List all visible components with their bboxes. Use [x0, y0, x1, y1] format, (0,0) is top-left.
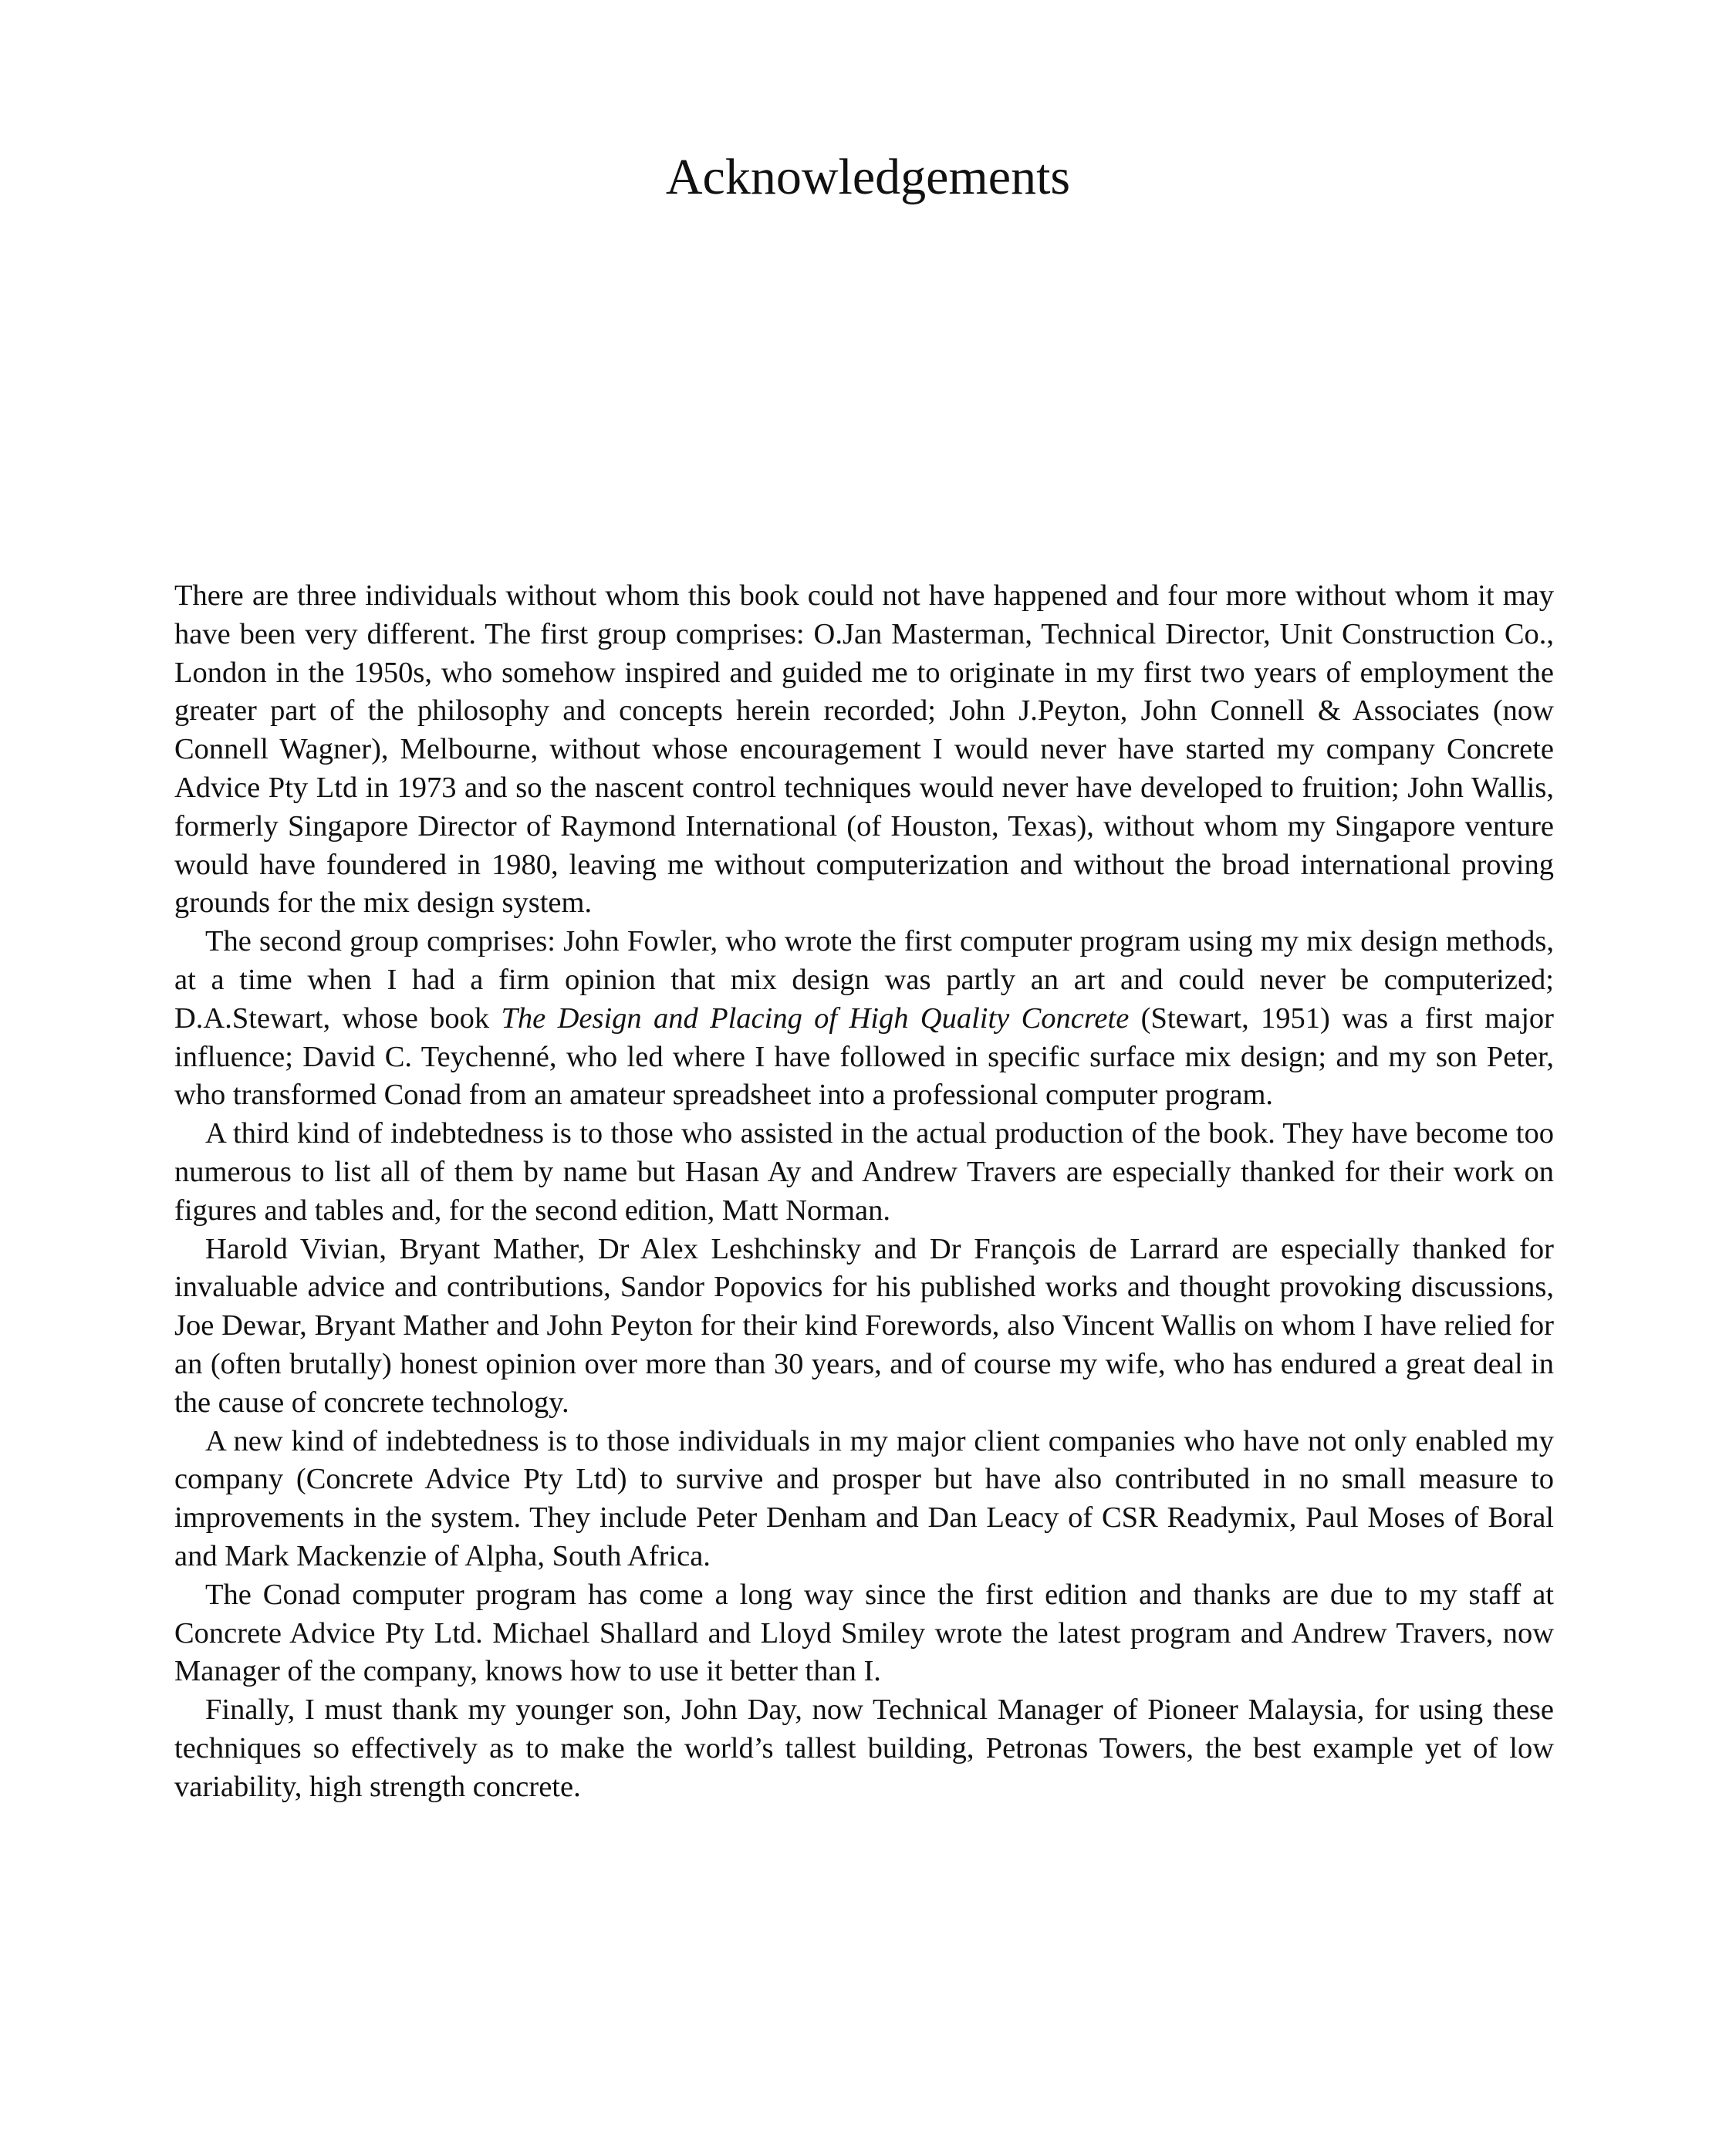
paragraph-2-text-after: (Stewart, 1951) was a first major influence; David C. Teychenné, who led where I have followed in specific surface mix design; and my son Peter, who transformed Conad from an amateur spreadsheet into a professional computer program. [174, 1001, 1554, 1112]
paragraph-7: Finally, I must thank my younger son, John Day, now Technical Manager of Pioneer Malaysia, for using these techniques so effectively as to make the world’s tallest building, Petronas Towers, the best example yet of low variability, high strength concrete. [174, 1694, 1554, 1803]
paragraph-3: A third kind of indebtedness is to those who assisted in the actual production of the book. They have become too numerous to list all of them by name but Hasan Ay and Andrew Travers are especially thanked for their work on figures and tables and, for the second edition, Matt Norman. [174, 1117, 1554, 1227]
paragraph-6: The Conad computer program has come a long way since the first edition and thanks are due to my staff at Concrete Advice Pty Ltd. Michael Shallard and Lloyd Smiley wrote the latest program and Andrew Travers, now Manager of the company, knows how to use it better than I. [174, 1578, 1554, 1688]
paragraph-2 [174, 923, 1554, 1115]
paragraph-2-text-before: The second group comprises: John Fowler, who wrote the first computer program using my mix design methods, at a time when I had a firm opinion that mix design was partly an art and could never be computerized; D.A.Stewart, whose book [174, 925, 1554, 1035]
paragraph-1: There are three individuals without whom this book could not have happened and four more without whom it may have been very different. The first group comprises: O.Jan Masterman, Technical Director, Unit Construction Co., London in the 1950s, who somehow inspired and guided me to originate in my first two years of employment the greater part of the philosophy and concepts herein recorded; John J.Peyton, John Connell & Associates (now Connell Wagner), Melbourne, without whose encouragement I would never have started my company Concrete Advice Pty Ltd in 1973 and so the nascent control techniques would never have developed to fruition; John Wallis, formerly Singapore Director of Raymond International (of Houston, Texas), without whom my Singapore venture would have foundered in 1980, leaving me without computerization and without the broad international proving grounds for the mix design system. [174, 579, 1554, 920]
page-title: Acknowledgements [665, 149, 1071, 205]
acknowledgements-body [174, 577, 1554, 1807]
book-title-italic: The Design and Placing of High Quality Concrete [501, 1001, 1130, 1035]
paragraph-4: Harold Vivian, Bryant Mather, Dr Alex Leshchinsky and Dr François de Larrard are especially thanked for invaluable advice and contributions, Sandor Popovics for his published works and thought provoking discussions, Joe Dewar, Bryant Mather and John Peyton for their kind Forewords, also Vincent Wallis on whom I have relied for an (often brutally) honest opinion over more than 30 years, and of course my wife, who has endured a great deal in the cause of concrete technology. [174, 1232, 1554, 1419]
paragraph-5: A new kind of indebtedness is to those individuals in my major client companies who have not only enabled my company (Concrete Advice Pty Ltd) to survive and prosper but have also contributed in no small measure to improvements in the system. They include Peter Denham and Dan Leacy of CSR Readymix, Paul Moses of Boral and Mark Mackenzie of Alpha, South Africa. [174, 1424, 1554, 1572]
